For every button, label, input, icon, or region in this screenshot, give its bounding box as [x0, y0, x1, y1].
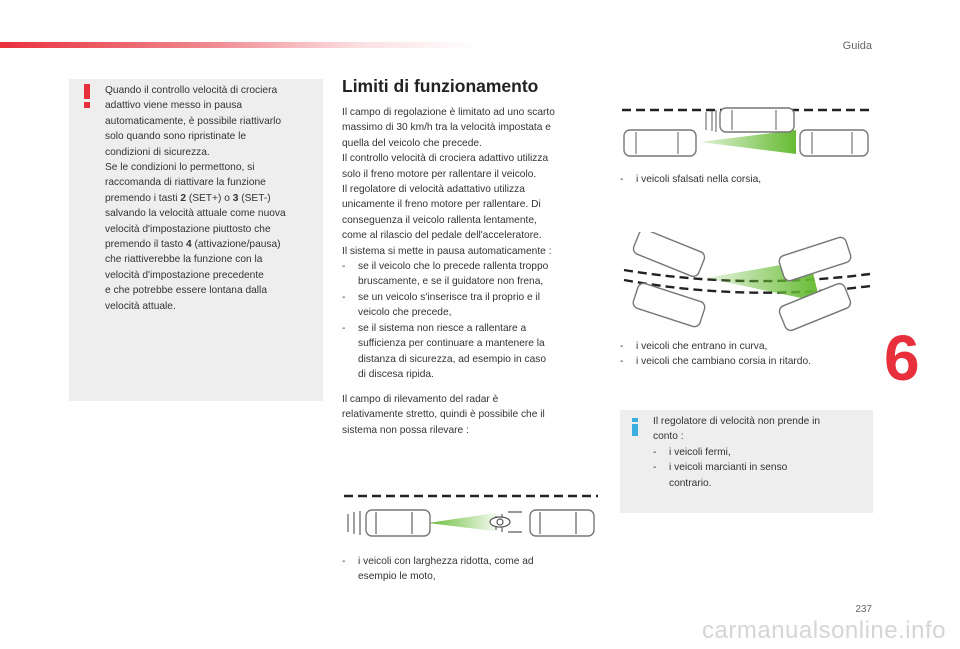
warning-line: premendo i tasti 2 (SET+) o 3 (SET-) [105, 192, 271, 204]
warning-line: solo quando sono ripristinate le [105, 131, 247, 143]
warning-line: automaticamente, è possibile riattivarlo [105, 115, 282, 127]
warning-line: e che potrebbe essere lontana dalla [105, 285, 267, 297]
warning-line: velocità d'impostazione precedente [105, 269, 264, 281]
warning-line: condizioni di sicurezza. [105, 146, 210, 158]
text-line: come al rilascio del pedale dell'acceleratore. [342, 230, 542, 242]
info-text [653, 414, 863, 491]
warning-line: che riattiverebbe la funzione con la [105, 254, 263, 266]
warning-line: salvando la velocità attuale come nuova [105, 208, 286, 220]
page-number: 237 [855, 604, 872, 615]
header-accent-bar [0, 42, 480, 48]
text-line: sistema non possa rilevare : [342, 424, 469, 436]
text-line: Il regolatore di velocità adattativo utilizza [342, 184, 525, 196]
text-line: Il sistema si mette in pausa automaticamente : [342, 245, 552, 257]
text-line: conseguenza il veicolo rallenta lentamente, [342, 214, 537, 226]
warning-line: adattivo viene messo in pausa [105, 100, 243, 112]
text-line: conto : [653, 431, 684, 443]
motorcycle-illustration [342, 488, 600, 546]
text-line: Il regolatore di velocità non prende in [653, 416, 821, 427]
list-item: - i veicoli fermi, [653, 446, 731, 458]
text-line: quella del veicolo che precede. [342, 137, 482, 149]
warning-line: premendo il tasto 4 (attivazione/pausa) [105, 239, 281, 251]
intro-text [342, 105, 602, 382]
warning-line: velocità d'impostazione piuttosto che [105, 223, 271, 235]
watermark: carmanualsonline.info [702, 617, 946, 644]
key-label: 3 [232, 192, 239, 204]
warning-text [105, 83, 320, 314]
list-item: - i veicoli che entrano in curva, [620, 341, 768, 352]
warning-line: Quando il controllo velocità di crociera [105, 85, 278, 96]
text-line: Il campo di regolazione è limitato ad uno scarto [342, 107, 555, 118]
list-item: - se il sistema non riesce a rallentare a sufficienza per continuare a mantenere la distanza di sicurezza, ad esempio in caso di discesa ripida. [342, 322, 547, 380]
text-line: massimo di 30 km/h tra la velocità impostata e [342, 122, 551, 134]
curve-vehicles-illustration [620, 232, 873, 332]
info-icon [630, 418, 640, 436]
warning-line: velocità attuale. [105, 300, 176, 312]
chapter-number: 6 [884, 322, 920, 394]
list-item: - se un veicolo s'inserisce tra il proprio e il veicolo che precede, [342, 291, 541, 319]
warning-icon [80, 84, 94, 108]
moto-caption: - i veicoli con larghezza ridotta, come ad esempio le moto, [342, 556, 534, 583]
list-item: - se il veicolo che lo precede rallenta troppo bruscamente, e se il guidatore non frena, [342, 261, 549, 288]
page-title: Limiti di funzionamento [342, 76, 539, 96]
section-title: Guida [842, 40, 872, 52]
key-label: 4 [185, 239, 192, 251]
text-line: relativamente stretto, quindi è possibile che il [342, 409, 545, 421]
offset-vehicles-illustration [620, 100, 873, 162]
list-item: - i veicoli che cambiano corsia in ritardo. [620, 356, 811, 368]
text-line: unicamente il freno motore per rallentare. Di [342, 199, 541, 211]
list-item: - i veicoli marcianti in senso contrario. [653, 462, 788, 489]
key-label: 2 [180, 192, 186, 204]
text-line: solo il freno motore per rallentare il veicolo. [342, 168, 537, 180]
warning-line: raccomanda di riattivare la funzione [105, 177, 266, 189]
radar-text [342, 392, 597, 438]
curve-captions [620, 339, 870, 370]
text-line: Il campo di rilevamento del radar è [342, 394, 499, 405]
offset-caption: - i veicoli sfalsati nella corsia, [620, 174, 762, 185]
warning-line: Se le condizioni lo permettono, si [105, 162, 255, 174]
text-line: Il controllo velocità di crociera adattivo utilizza [342, 153, 549, 165]
